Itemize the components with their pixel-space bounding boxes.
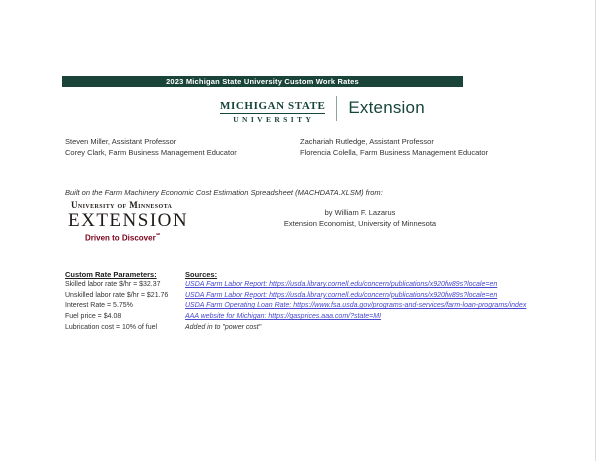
source-link-usda-farm-labor-report-1[interactable]: USDA Farm Labor Report: https://usda.library.cornell.edu/concern/publications/x920fw89s?locale=en [185, 281, 498, 288]
msu-wordmark-top: MICHIGAN STATE [220, 100, 326, 112]
author-line: Corey Clark, Farm Business Management Educator [65, 148, 237, 157]
page-right-edge-divider [595, 0, 596, 461]
parameter-item: Skilled labor rate $/hr = $32.37 [65, 281, 161, 288]
credit-block [260, 207, 460, 229]
msu-extension-label: Extension [348, 98, 425, 117]
parameter-item: Interest Rate = 5.75% [65, 302, 133, 310]
parameters-header: Custom Rate Parameters: [65, 270, 157, 279]
umn-extension-label: EXTENSION [68, 210, 189, 231]
service-mark: ℠ [155, 233, 161, 239]
msu-wordmark-bottom: UNIVERSITY [233, 115, 315, 124]
umn-extension-logo [68, 201, 188, 244]
msu-extension-logo [220, 96, 425, 124]
msu-logo-divider [336, 96, 337, 121]
credit-by-line: by William F. Lazarus [324, 208, 396, 217]
umn-university-label: University of Minnesota [71, 200, 173, 210]
parameter-item: Lubrication cost = 10% of fuel [65, 323, 158, 331]
built-on-note: Built on the Farm Machinery Economic Cost Estimation Spreadsheet (MACHDATA.XLSM) from: [65, 188, 383, 197]
parameter-item: Fuel price = $4.08 [65, 313, 122, 321]
sources-header: Sources: [185, 270, 218, 279]
source-note: Added in to "power cost" [185, 323, 262, 331]
parameters-list [65, 280, 168, 334]
sources-list [185, 280, 526, 334]
author-line: Florencia Colella, Farm Business Management Educator [300, 148, 489, 157]
authors-right-column [300, 136, 488, 158]
parameter-item: Unskilled labor rate $/hr = $21.76 [65, 291, 169, 299]
title-banner [62, 76, 463, 87]
source-link-usda-farm-labor-report-2[interactable]: USDA Farm Labor Report: https://usda.library.cornell.edu/concern/publications/x920fw89s?locale=en [185, 291, 498, 299]
credit-title-line: Extension Economist, University of Minnesota [283, 219, 437, 228]
umn-tagline: Driven to Discover℠ [85, 233, 161, 243]
author-line: Zachariah Rutledge, Assistant Professor [300, 137, 434, 146]
source-link-aaa-michigan[interactable]: AAA website for Michigan: https://gasprices.aaa.com/?state=MI [185, 313, 382, 321]
author-line: Steven Miller, Assistant Professor [65, 137, 177, 146]
source-link-usda-farm-operating-loan-rate[interactable]: USDA Farm Operating Loan Rate: https://www.fsa.usda.gov/programs-and-services/farm-loan-programs/index [185, 302, 527, 310]
authors-left-column [65, 136, 237, 158]
page-title: 2023 Michigan State University Custom Work Rates [166, 77, 359, 86]
msu-wordmark [220, 96, 325, 124]
